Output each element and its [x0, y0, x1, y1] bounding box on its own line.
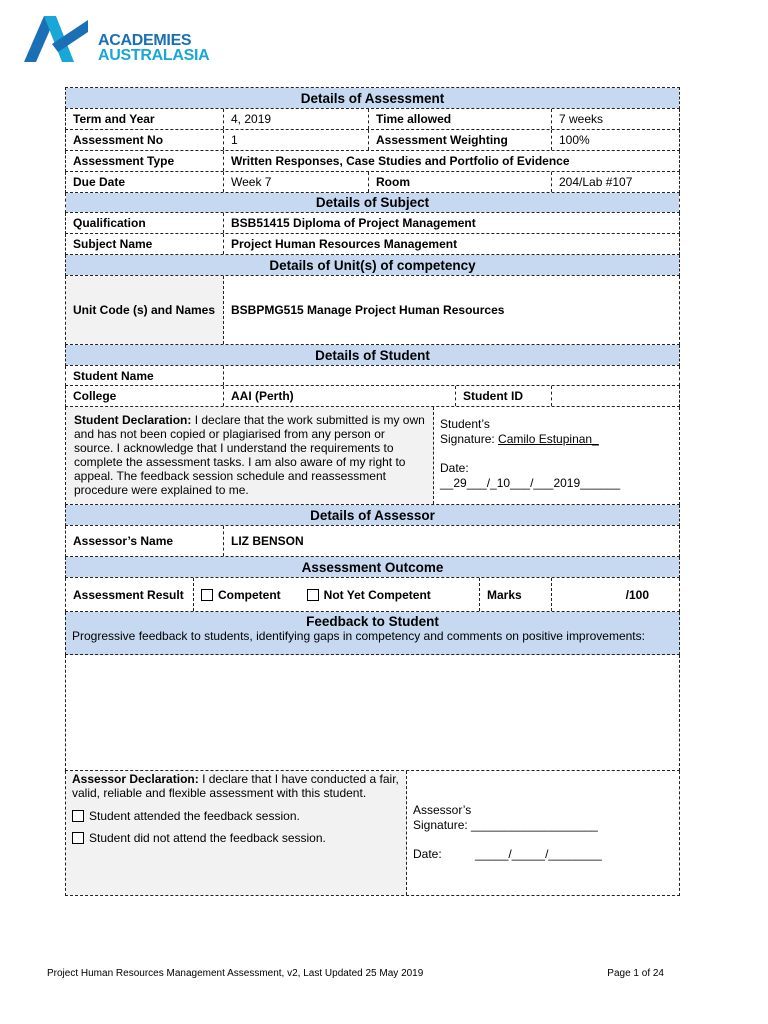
assessment-no-value: 1 — [224, 130, 369, 150]
student-name-row — [65, 366, 680, 386]
room-value: 204/Lab #107 — [559, 175, 633, 189]
assessor-heading: Details of Assessor — [66, 505, 679, 525]
assessment-header-row — [65, 87, 680, 109]
outcome-row — [65, 578, 680, 612]
attended-checkbox[interactable] — [72, 810, 84, 822]
subject-header-row — [65, 193, 680, 213]
not-attended-checkbox[interactable] — [72, 832, 84, 844]
student-declaration-title: Student Declaration: — [74, 413, 192, 427]
marks-value[interactable]: /100 — [625, 587, 649, 602]
term-row — [65, 109, 680, 130]
assessor-date — [413, 847, 602, 862]
student-id-label: Student ID — [456, 386, 552, 406]
student-name-label: Student Name — [66, 366, 224, 385]
assessor-signature-line[interactable]: Signature: ___________________ — [413, 818, 598, 832]
assessment-type-row — [65, 151, 680, 172]
student-id-field[interactable] — [552, 386, 679, 406]
competent-label: Competent — [218, 587, 281, 602]
student-name-field[interactable] — [224, 366, 679, 385]
outcome-heading: Assessment Outcome — [66, 557, 679, 577]
assessor-name-row — [65, 526, 680, 557]
not-yet-competent-checkbox[interactable] — [307, 589, 319, 601]
assessment-cover-form — [65, 87, 680, 896]
feedback-textarea[interactable] — [66, 655, 679, 770]
subject-name-value: Project Human Resources Management — [231, 237, 458, 251]
logo-mark-icon — [22, 14, 92, 64]
student-signature-prefix: Signature: — [440, 432, 499, 446]
assessment-no-row — [65, 130, 680, 151]
logo-text-line2: AUSTRALASIA — [98, 47, 210, 64]
unit-code-row — [65, 276, 680, 345]
assessor-declaration-row — [65, 771, 680, 896]
assessment-type-label: Assessment Type — [66, 151, 224, 171]
student-header-row — [65, 345, 680, 366]
competent-checkbox[interactable] — [201, 589, 213, 601]
feedback-header — [66, 612, 679, 654]
marks-label: Marks — [480, 578, 552, 611]
assessment-heading: Details of Assessment — [66, 88, 679, 108]
feedback-header-row — [65, 612, 680, 655]
weighting-value: 100% — [559, 133, 590, 147]
subject-name-row — [65, 234, 680, 255]
unit-header-row — [65, 255, 680, 276]
footer-document-info: Project Human Resources Management Assessment, v2, Last Updated 25 May 2019 — [47, 968, 424, 979]
student-date-label: Date: — [440, 461, 469, 475]
student-declaration-row — [65, 407, 680, 505]
assessor-date-value[interactable]: _____/_____/________ — [475, 847, 602, 861]
assessment-type-value: Written Responses, Case Studies and Portfolio of Evidence — [231, 154, 570, 168]
not-attended-label: Student did not attend the feedback session. — [89, 831, 326, 845]
assessor-declaration-text: I declare that I have conducted a fair, valid, reliable and flexible assessment with this student. — [72, 772, 399, 800]
feedback-body-row — [65, 655, 680, 771]
result-options — [194, 578, 480, 611]
assessor-name-value: LIZ BENSON — [231, 534, 304, 548]
assessor-declaration-title: Assessor Declaration: — [72, 772, 199, 786]
unit-code-value: BSBPMG515 Manage Project Human Resources — [231, 303, 505, 317]
outcome-header-row — [65, 557, 680, 578]
assessor-signature-block — [407, 771, 679, 895]
attended-option — [72, 809, 300, 823]
student-date-value[interactable]: __29___/_10___/___2019______ — [440, 476, 621, 490]
assessor-date-label: Date: — [413, 847, 442, 861]
logo-text-line1: ACADEMIES — [98, 32, 192, 49]
academies-australasia-logo — [22, 14, 222, 66]
not-yet-competent-label: Not Yet Competent — [323, 587, 431, 602]
assessor-signature-label: Assessor’s — [413, 803, 472, 817]
assessor-name-label: Assessor’s Name — [66, 526, 224, 556]
weighting-label: Assessment Weighting — [369, 130, 552, 150]
time-value: 7 weeks — [559, 112, 604, 126]
due-date-value: Week 7 — [224, 172, 369, 192]
college-row — [65, 386, 680, 407]
attended-label: Student attended the feedback session. — [89, 809, 300, 823]
time-label: Time allowed — [369, 109, 552, 129]
assessment-no-label: Assessment No — [66, 130, 224, 150]
subject-heading: Details of Subject — [66, 193, 679, 212]
subject-name-label: Subject Name — [66, 234, 224, 254]
assessor-header-row — [65, 505, 680, 526]
not-attended-option — [72, 831, 326, 845]
student-heading: Details of Student — [66, 345, 679, 365]
qualification-value: BSB51415 Diploma of Project Management — [231, 216, 476, 230]
due-date-label: Due Date — [66, 172, 224, 192]
qualification-row — [65, 213, 680, 234]
student-signature-value[interactable]: Camilo Estupinan_ — [498, 432, 599, 446]
unit-heading: Details of Unit(s) of competency — [66, 255, 679, 275]
due-date-row — [65, 172, 680, 193]
unit-code-label: Unit Code (s) and Names — [66, 276, 224, 344]
term-label: Term and Year — [66, 109, 224, 129]
student-declaration-text: I declare that the work submitted is my own and has not been copied or plagiarised from any person or source. I acknowledge that I understand the requirements to complete the assessment tasks. I am also aware of my right to appeal. The feedback session schedule and reassessment procedure were explained to me. — [74, 413, 425, 497]
student-declaration — [66, 407, 434, 504]
term-value: 4, 2019 — [224, 109, 369, 129]
footer-page-number: Page 1 of 24 — [607, 968, 664, 979]
feedback-heading: Feedback to Student — [306, 614, 439, 629]
assessment-result-label: Assessment Result — [66, 578, 194, 611]
student-signature-label: Student’s — [440, 417, 490, 431]
college-value: AAI (Perth) — [224, 386, 456, 406]
qualification-label: Qualification — [66, 213, 224, 233]
feedback-subtitle: Progressive feedback to students, identifying gaps in competency and comments on positive improvements: — [72, 629, 645, 643]
college-label: College — [66, 386, 224, 406]
student-signature-block — [434, 407, 679, 504]
assessor-declaration — [66, 771, 407, 895]
room-label: Room — [369, 172, 552, 192]
